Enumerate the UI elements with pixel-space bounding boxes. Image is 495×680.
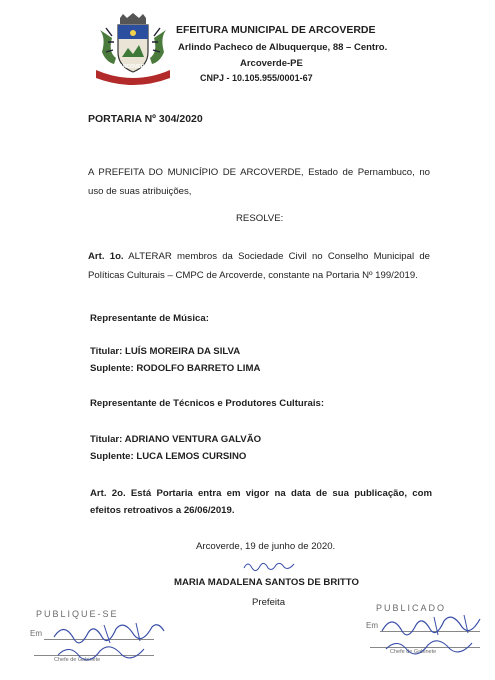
stamp-left-em: Em xyxy=(30,629,42,638)
music-titular: Titular: LUÍS MOREIRA DA SILVA xyxy=(90,346,241,357)
signer-name: MARIA MADALENA SANTOS DE BRITTO xyxy=(174,577,359,588)
stamp-right-em: Em xyxy=(366,621,378,630)
article-1-paragraph xyxy=(88,247,430,285)
publicado-stamp xyxy=(362,597,492,663)
article-1-label: Art. 1o. xyxy=(88,251,124,262)
stamp-left-title: PUBLIQUE-SE xyxy=(36,609,119,619)
stamp-right-signature xyxy=(376,605,492,661)
resolve-heading: RESOLVE: xyxy=(236,213,284,224)
document-date: Arcoverde, 19 de junho de 2020. xyxy=(196,541,336,552)
publique-se-stamp xyxy=(24,609,174,669)
technicians-suplente: Suplente: LUCA LEMOS CURSINO xyxy=(90,451,247,462)
music-suplente: Suplente: RODOLFO BARRETO LIMA xyxy=(90,363,261,374)
stamp-right-title: PUBLICADO xyxy=(376,603,447,613)
stamp-right-footer: Chefe de Gabinete xyxy=(390,649,437,655)
stamp-left-footer: Chefe de Gabinete xyxy=(54,657,101,663)
article-2-paragraph: Art. 2o. Está Portaria entra em vigor na data de sua publicação, com efeitos retroativos a 26/06/2019. xyxy=(90,488,432,516)
header-city: Arcoverde-PE xyxy=(240,58,303,69)
signer-role: Prefeita xyxy=(252,597,286,608)
handwritten-initials xyxy=(240,556,300,576)
article-1-text: ALTERAR membros da Sociedade Civil no Conselho Municipal de Políticas Culturais – CMPC de Arcoverde, constante na Portaria Nº 199/2019. xyxy=(88,251,430,281)
header-address: Arlindo Pacheco de Albuquerque, 88 – Centro. xyxy=(178,42,388,53)
technicians-titular: Titular: ADRIANO VENTURA GALVÃO xyxy=(90,434,262,445)
municipal-crest-icon xyxy=(92,12,174,88)
header-cnpj: CNPJ - 10.105.955/0001-67 xyxy=(200,73,313,83)
stamp-left-signature xyxy=(44,615,174,669)
header-organization: EFEITURA MUNICIPAL DE ARCOVERDE xyxy=(176,24,376,36)
intro-paragraph: A PREFEITA DO MUNICÍPIO DE ARCOVERDE, Estado de Pernambuco, no uso de suas atribuições, xyxy=(88,167,430,197)
music-representative-heading: Representante de Música: xyxy=(90,313,209,324)
crest-banner-text: 1928 ARCOVERDE 1928 xyxy=(107,64,164,70)
document-title: PORTARIA Nº 304/2020 xyxy=(88,113,203,125)
technicians-representative-heading: Representante de Técnicos e Produtores Culturais: xyxy=(90,398,325,409)
